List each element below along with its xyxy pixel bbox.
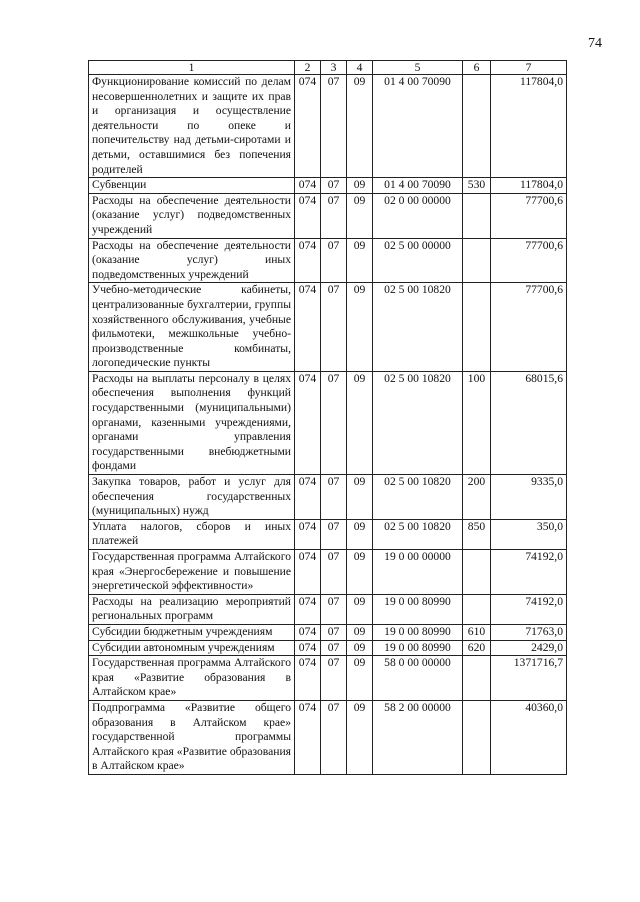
cell-section: 07 [321, 624, 347, 640]
table-row [89, 283, 567, 372]
budget-table [88, 60, 567, 775]
cell-ministry: 074 [295, 193, 321, 238]
table-row [89, 519, 567, 549]
row-name: Субсидии бюджетным учреждениям [89, 624, 295, 640]
cell-section: 07 [321, 283, 347, 372]
cell-expense-type: 620 [463, 640, 491, 656]
cell-amount: 74192,0 [491, 550, 567, 595]
cell-target-article: 02 0 00 00000 [373, 193, 463, 238]
cell-target-article: 02 5 00 10820 [373, 371, 463, 474]
row-name: Расходы на выплаты персоналу в целях обеспечения выполнения функций государственными (муниципальными) органами, казенными учреждениями, органами управления государственными внебюджетными фондами [89, 371, 295, 474]
page-number: 74 [588, 36, 602, 51]
table-row [89, 238, 567, 283]
cell-subsection: 09 [347, 238, 373, 283]
table-row [89, 624, 567, 640]
cell-expense-type: 100 [463, 371, 491, 474]
cell-subsection: 09 [347, 640, 373, 656]
cell-expense-type: 610 [463, 624, 491, 640]
table-row [89, 594, 567, 624]
cell-subsection: 09 [347, 624, 373, 640]
table-row [89, 193, 567, 238]
cell-subsection: 09 [347, 519, 373, 549]
cell-section: 07 [321, 700, 347, 774]
column-header: 2 [295, 61, 321, 75]
column-header: 5 [373, 61, 463, 75]
cell-subsection: 09 [347, 550, 373, 595]
cell-section: 07 [321, 594, 347, 624]
table-row [89, 475, 567, 520]
table-row [89, 640, 567, 656]
cell-ministry: 074 [295, 283, 321, 372]
row-name: Субвенции [89, 178, 295, 194]
cell-ministry: 074 [295, 519, 321, 549]
cell-ministry: 074 [295, 640, 321, 656]
table-row [89, 550, 567, 595]
cell-target-article: 58 2 00 00000 [373, 700, 463, 774]
cell-target-article: 58 0 00 00000 [373, 656, 463, 701]
cell-amount: 71763,0 [491, 624, 567, 640]
cell-amount: 77700,6 [491, 283, 567, 372]
cell-section: 07 [321, 550, 347, 595]
cell-target-article: 02 5 00 10820 [373, 283, 463, 372]
cell-target-article: 01 4 00 70090 [373, 75, 463, 178]
cell-amount: 2429,0 [491, 640, 567, 656]
table-row [89, 178, 567, 194]
cell-subsection: 09 [347, 594, 373, 624]
column-header: 3 [321, 61, 347, 75]
cell-target-article: 19 0 00 80990 [373, 594, 463, 624]
row-name: Субсидии автономным учреждениям [89, 640, 295, 656]
cell-expense-type: 530 [463, 178, 491, 194]
cell-ministry: 074 [295, 371, 321, 474]
cell-ministry: 074 [295, 700, 321, 774]
cell-target-article: 19 0 00 00000 [373, 550, 463, 595]
cell-ministry: 074 [295, 656, 321, 701]
cell-target-article: 02 5 00 00000 [373, 238, 463, 283]
cell-expense-type [463, 656, 491, 701]
cell-expense-type: 200 [463, 475, 491, 520]
cell-amount: 77700,6 [491, 238, 567, 283]
row-name: Уплата налогов, сборов и иных платежей [89, 519, 295, 549]
row-name: Государственная программа Алтайского края «Развитие образования в Алтайском крае» [89, 656, 295, 701]
table-header-row [89, 61, 567, 75]
cell-section: 07 [321, 193, 347, 238]
row-name: Функционирование комиссий по делам несовершеннолетних и защите их прав и организация и осуществление деятельности по опеке и попечительству над детьми-сиротами и детьми, оставшимися без попечения родителей [89, 75, 295, 178]
cell-subsection: 09 [347, 193, 373, 238]
cell-ministry: 074 [295, 238, 321, 283]
cell-amount: 77700,6 [491, 193, 567, 238]
row-name: Подпрограмма «Развитие общего образования в Алтайском крае» государственной программы Алтайского края «Развитие образования в Алтайском крае» [89, 700, 295, 774]
cell-subsection: 09 [347, 75, 373, 178]
cell-ministry: 074 [295, 75, 321, 178]
cell-expense-type [463, 700, 491, 774]
cell-subsection: 09 [347, 178, 373, 194]
cell-expense-type [463, 193, 491, 238]
cell-expense-type [463, 283, 491, 372]
cell-amount: 74192,0 [491, 594, 567, 624]
cell-ministry: 074 [295, 178, 321, 194]
cell-ministry: 074 [295, 624, 321, 640]
cell-ministry: 074 [295, 594, 321, 624]
row-name: Государственная программа Алтайского края «Энергосбережение и повышение энергетической эффективности» [89, 550, 295, 595]
cell-section: 07 [321, 178, 347, 194]
cell-section: 07 [321, 519, 347, 549]
table-row [89, 371, 567, 474]
cell-amount: 68015,6 [491, 371, 567, 474]
cell-subsection: 09 [347, 371, 373, 474]
cell-amount: 117804,0 [491, 178, 567, 194]
cell-subsection: 09 [347, 475, 373, 520]
cell-section: 07 [321, 371, 347, 474]
row-name: Расходы на обеспечение деятельности (оказание услуг) подведомственных учреждений [89, 193, 295, 238]
table-row [89, 656, 567, 701]
cell-target-article: 01 4 00 70090 [373, 178, 463, 194]
cell-expense-type [463, 238, 491, 283]
cell-amount: 40360,0 [491, 700, 567, 774]
cell-expense-type [463, 594, 491, 624]
row-name: Расходы на реализацию мероприятий региональных программ [89, 594, 295, 624]
cell-amount: 1371716,7 [491, 656, 567, 701]
row-name: Расходы на обеспечение деятельности (оказание услуг) иных подведомственных учреждений [89, 238, 295, 283]
cell-section: 07 [321, 656, 347, 701]
cell-subsection: 09 [347, 700, 373, 774]
column-header: 1 [89, 61, 295, 75]
cell-subsection: 09 [347, 283, 373, 372]
row-name: Закупка товаров, работ и услуг для обеспечения государственных (муниципальных) нужд [89, 475, 295, 520]
cell-section: 07 [321, 75, 347, 178]
column-header: 6 [463, 61, 491, 75]
cell-target-article: 02 5 00 10820 [373, 519, 463, 549]
cell-section: 07 [321, 640, 347, 656]
cell-expense-type [463, 75, 491, 178]
column-header: 7 [491, 61, 567, 75]
cell-amount: 350,0 [491, 519, 567, 549]
cell-target-article: 19 0 00 80990 [373, 640, 463, 656]
row-name: Учебно-методические кабинеты, централизованные бухгалтерии, группы хозяйственного обслуживания, учебные фильмотеки, межшкольные учебно-производственные комбинаты, логопедические пункты [89, 283, 295, 372]
cell-target-article: 19 0 00 80990 [373, 624, 463, 640]
cell-subsection: 09 [347, 656, 373, 701]
cell-expense-type: 850 [463, 519, 491, 549]
cell-section: 07 [321, 238, 347, 283]
cell-ministry: 074 [295, 550, 321, 595]
table-row [89, 75, 567, 178]
cell-amount: 9335,0 [491, 475, 567, 520]
column-header: 4 [347, 61, 373, 75]
cell-expense-type [463, 550, 491, 595]
cell-ministry: 074 [295, 475, 321, 520]
cell-target-article: 02 5 00 10820 [373, 475, 463, 520]
cell-section: 07 [321, 475, 347, 520]
table-row [89, 700, 567, 774]
cell-amount: 117804,0 [491, 75, 567, 178]
